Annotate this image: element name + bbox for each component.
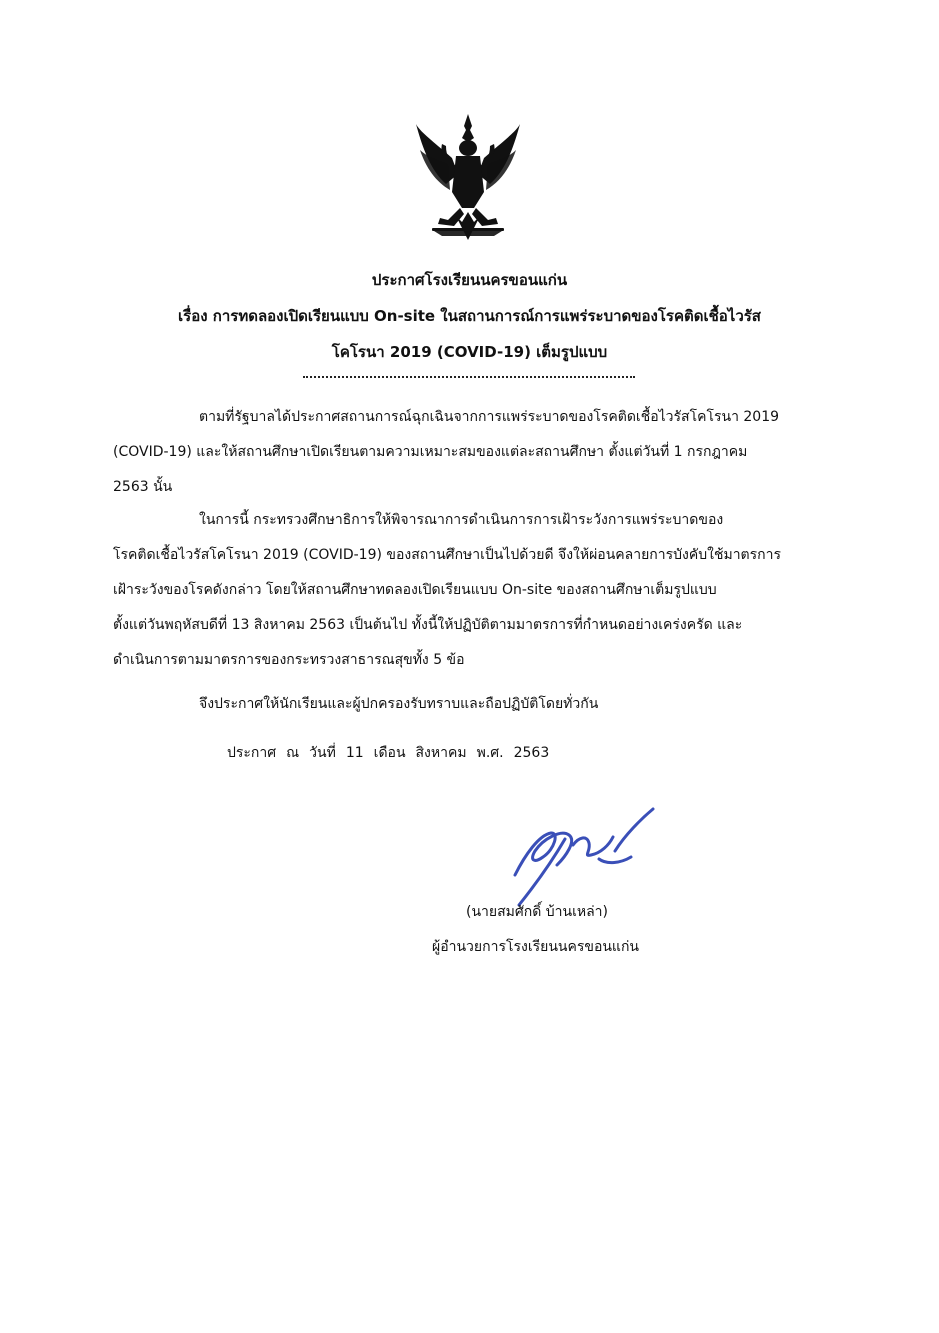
signer-name: (นายสมศักดิ์ บ้านเหล่า) xyxy=(466,904,609,920)
paragraph-2 xyxy=(113,503,835,678)
closing-text: จึงประกาศให้นักเรียนและผู้ปกครองรับทราบและถือปฏิบัติโดยทั่วกัน xyxy=(199,696,599,712)
date-month-label: เดือน xyxy=(373,745,406,761)
date-at: ณ xyxy=(286,745,300,761)
date-day-label: วันที่ xyxy=(309,745,336,761)
paragraph-2-line-2: โรคติดเชื้อไวรัสโคโรนา 2019 (COVID-19) ของสถานศึกษาเป็นไปด้วยดี จึงให้ผ่อนคลายการบังคับใช้มาตรการ xyxy=(113,547,782,563)
paragraph-2-line-3: เฝ้าระวังของโรคดังกล่าว โดยให้สถานศึกษาทดลองเปิดเรียนแบบ On-site ของสถานศึกษาเต็มรูปแบบ xyxy=(113,582,717,598)
paragraph-2-line-5: ดำเนินการตามมาตรการของกระทรวงสาธารณสุขทั้ง 5 ข้อ xyxy=(113,652,465,668)
paragraph-1-line-3: 2563 นั้น xyxy=(113,479,173,495)
title-line-subject-cont: โคโรนา 2019 (COVID-19) เต็มรูปแบบ xyxy=(331,343,608,361)
paragraph-2-line-4: ตั้งแต่วันพฤหัสบดีที่ 13 สิงหาคม 2563 เป็นต้นไป ทั้งนี้ให้ปฏิบัติตามมาตรการที่กำหนดอย่างเคร่งครัด และ xyxy=(113,617,743,633)
date-month: สิงหาคม xyxy=(415,745,467,761)
announcement-title xyxy=(80,262,859,370)
date-year: 2563 xyxy=(513,745,550,761)
date-prefix: ประกาศ xyxy=(227,745,277,761)
paragraph-2-line-1: ในการนี้ กระทรวงศึกษาธิการให้พิจารณาการดำเนินการการเฝ้าระวังการแพร่ระบาดของ xyxy=(199,512,724,528)
paragraph-1-line-1: ตามที่รัฐบาลได้ประกาศสถานการณ์ฉุกเฉินจากการแพร่ระบาดของโรคติดเชื้อไวรัสโคโรนา 2019 xyxy=(199,409,780,425)
signer-position: ผู้อำนวยการโรงเรียนนครขอนแก่น xyxy=(432,939,639,955)
title-line-school: ประกาศโรงเรียนนครขอนแก่น xyxy=(371,271,568,289)
date-era: พ.ศ. xyxy=(476,745,504,761)
garuda-emblem-icon xyxy=(412,112,524,244)
closing-statement xyxy=(199,687,759,722)
dotted-divider xyxy=(303,376,635,378)
paragraph-1-line-2: (COVID-19) และให้สถานศึกษาเปิดเรียนตามความเหมาะสมของแต่ละสถานศึกษา ตั้งแต่วันที่ 1 กรกฎาคม xyxy=(113,444,748,460)
date-day: 11 xyxy=(345,745,364,761)
announcement-date xyxy=(227,736,787,771)
paragraph-1 xyxy=(113,400,835,505)
title-line-subject: เรื่อง การทดลองเปิดเรียนแบบ On-site ในสถานการณ์การแพร่ระบาดของโรคติดเชื้อไวรัส xyxy=(178,307,761,325)
